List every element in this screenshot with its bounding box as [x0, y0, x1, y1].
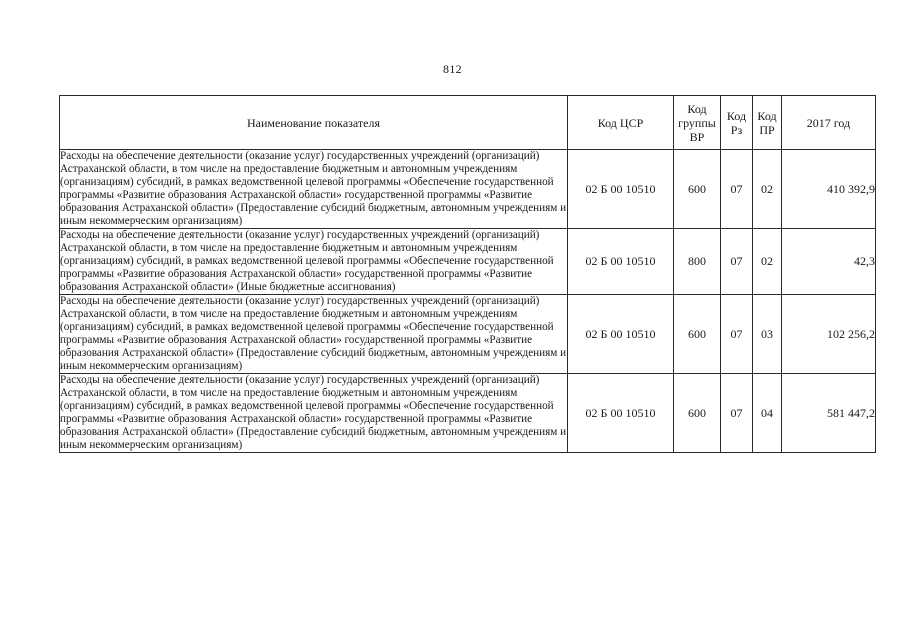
header-indicator-name: Наименование показателя [60, 96, 568, 150]
page-number: 812 [443, 62, 462, 76]
row-pr-code: 02 [753, 150, 782, 229]
row-pr-code: 03 [753, 295, 782, 374]
table-row [60, 295, 876, 374]
row-rz-code: 07 [721, 295, 753, 374]
row-rz-code: 07 [721, 374, 753, 453]
table-header-row [60, 96, 876, 150]
row-amount-2017: 581 447,2 [782, 374, 876, 453]
row-csr-code: 02 Б 00 10510 [568, 229, 674, 295]
header-csr-code: Код ЦСР [568, 96, 674, 150]
row-indicator-name: Расходы на обеспечение деятельности (оказание услуг) государственных учреждений (организаций) Астраханской области, в том числе на предоставление бюджетным и автономным учреждениям (организациям) субсидий, в рамках ведомственной целевой программы «Обеспечение государственной программы «Развитие образования Астраханской области» государственной программы «Развитие образования Астраханской области» (Предоставление субсидий бюджетным, автономным учреждениям и иным некоммерческим организациям) [60, 295, 567, 372]
row-pr-code: 04 [753, 374, 782, 453]
row-rz-code: 07 [721, 229, 753, 295]
row-indicator-name: Расходы на обеспечение деятельности (оказание услуг) государственных учреждений (организаций) Астраханской области, в том числе на предоставление бюджетным и автономным учреждениям (организациям) субсидий, в рамках ведомственной целевой программы «Обеспечение государственной программы «Развитие образования Астраханской области» государственной программы «Развитие образования Астраханской области» (Предоставление субсидий бюджетным, автономным учреждениям и иным некоммерческим организациям) [60, 150, 567, 227]
header-year-2017: 2017 год [782, 96, 876, 150]
header-pr-code: Код ПР [753, 96, 782, 150]
row-rz-code: 07 [721, 150, 753, 229]
row-indicator-name: Расходы на обеспечение деятельности (оказание услуг) государственных учреждений (организаций) Астраханской области, в том числе на предоставление бюджетным и автономным учреждениям (организациям) субсидий, в рамках ведомственной целевой программы «Обеспечение государственной программы «Развитие образования Астраханской области» государственной программы «Развитие образования Астраханской области» (Предоставление субсидий бюджетным, автономным учреждениям и иным некоммерческим организациям) [60, 374, 567, 451]
table-row [60, 150, 876, 229]
table-row [60, 374, 876, 453]
row-vr-group-code: 600 [674, 374, 721, 453]
row-csr-code: 02 Б 00 10510 [568, 150, 674, 229]
row-vr-group-code: 800 [674, 229, 721, 295]
budget-table [59, 95, 876, 453]
header-rz-code: Код Рз [721, 96, 753, 150]
table-row [60, 229, 876, 295]
row-indicator-name: Расходы на обеспечение деятельности (оказание услуг) государственных учреждений (организаций) Астраханской области, в том числе на предоставление бюджетным и автономным учреждениям (организациям) субсидий, в рамках ведомственной целевой программы «Обеспечение государственной программы «Развитие образования Астраханской области» государственной программы «Развитие образования Астраханской области» (Иные бюджетные ассигнования) [60, 229, 568, 295]
header-vr-group-code: Код группы ВР [674, 96, 721, 150]
row-vr-group-code: 600 [674, 295, 721, 374]
row-csr-code: 02 Б 00 10510 [568, 295, 674, 374]
row-pr-code: 02 [753, 229, 782, 295]
row-amount-2017: 42,3 [782, 229, 876, 295]
row-amount-2017: 410 392,9 [782, 150, 876, 229]
row-csr-code: 02 Б 00 10510 [568, 374, 674, 453]
row-vr-group-code: 600 [674, 150, 721, 229]
row-amount-2017: 102 256,2 [782, 295, 876, 374]
